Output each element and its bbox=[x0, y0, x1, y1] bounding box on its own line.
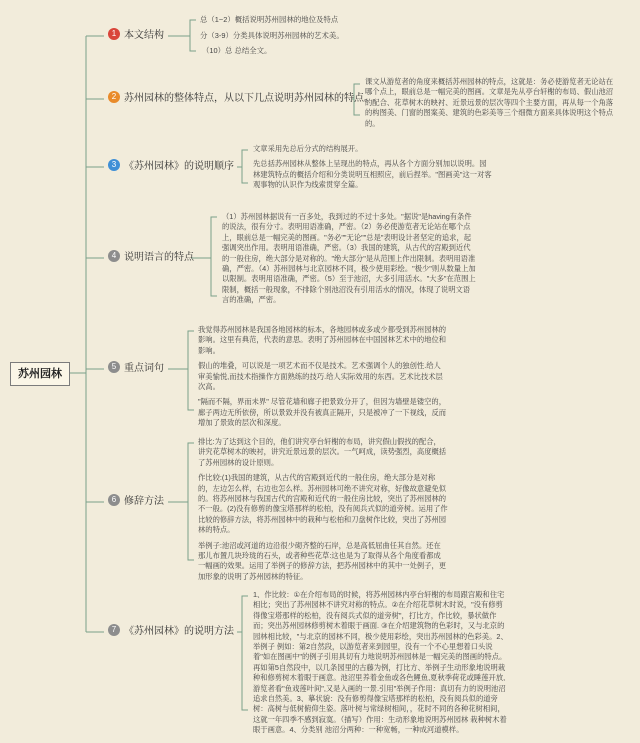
branch-4-paragraph: （1）苏州园林据说有一百多处，我到过的不过十多处。"据说"是having有条件的说法，很有分寸。表明用语准确，严密。（2）务必使游览者无论站在哪个点上，眼前总是一幅完美的图画。"务必""无论""总是"表明设计者坚定的追求，起强调突出作用。表明用语准确，严密。（3）我国的建筑，从古代的宫殿到近代的一般住房，绝大部分是对称的。"绝大部分"是从范围上作出限制。表明用语准确，严密。（4）苏州园林与北京园林不同，极少使用彩绘。"极少"则从数量上加以限制。表明用语准确，严密。（5）至于池沼，大多引用活水。"大多"在范围上限制，概括一般现象，不排除个别池沼没有引用活水的情况，体现了说明文语言的准确，严密。 bbox=[222, 212, 476, 305]
branch-3-paragraph-2: 先总括苏州园林从整体上呈现出的特点，再从各个方面分别加以说明。园林建筑特点的概括介绍和分类说明互相照应，前后捏举。"图画美"这一对客观事物的认识作为线索贯穿全篇。 bbox=[253, 159, 492, 190]
branch-5-paragraph-2: 假山的堆叠，可以说是一项艺术而不仅是技术。艺术强调个人的独创性.给人审美愉悦,而技术指操作方面熟练的技巧.给人实际效用的东西。艺术比技术层次高。 bbox=[198, 361, 443, 392]
branch-1-sub-3: （10）总 总结全文。 bbox=[202, 46, 272, 55]
branch-7-text bbox=[253, 590, 508, 736]
branch-6-paragraph-2: 作比较:(1)我国的建筑，从古代的宫殿到近代的一般住房，绝大部分是对称的，左边怎么样，右边也怎么样。苏州园林可绝不讲究对称，好像故意避免似的。将苏州园林与我国古代的宫殿和近代的一般住房比较，突出了苏州园林的不一般。(2)没有修剪的像宝塔那样的松柏，没有阅兵式似的道旁树。运用了作比较的修辞方法，将苏州园林中的栽种与松柏和刀盘树作比较，突出了苏州园林的特点。 bbox=[198, 473, 448, 535]
branch-6-paragraph-3: 举例子:池沼或河道的边沿很少砌齐整的石岸，总是高低屈曲任其自然。还在那儿布置几块玲珑的石头，或者种些花草:这也是为了取得从各个角度看都成一幅画的效果。运用了举例子的修辞方法，把苏州园林中的其中一处例子，更加形象的说明了苏州园林的特征。 bbox=[198, 540, 447, 581]
text-bracket-7 bbox=[242, 596, 248, 710]
root-node: 苏州园林 bbox=[10, 362, 70, 386]
text-bracket-1 bbox=[190, 20, 196, 51]
branch-6-label: 修辞方法 bbox=[124, 496, 164, 507]
branch-4-label: 说明语言的特点 bbox=[124, 252, 194, 263]
branch-5-paragraph-3: "隔而不隔，界而未界" 尽管花墙和廊子把景致分开了，但因为墙壁是镂空的，廊子两边无所依傍，所以景致并没有被真正隔开，只是被冲了一下视线，反而增加了景致的层次和深度。 bbox=[198, 397, 447, 428]
branch-2-paragraph: 课文从游览者的角度来概括苏州园林的特点，这就是：务必使游览者无论站在哪个点上，眼前总是一幅完美的图画。文章是先从亭台轩榭的布局、假山池沼的配合、花草树木的映衬、近景远景的层次等四个主要方面，再从每一个角落的构图美、门窗的图案美、建筑的色彩美等三个细微方面来具体说明这个特点的。 bbox=[365, 77, 614, 128]
branch-5-label: 重点词句 bbox=[124, 363, 164, 374]
branch-5 bbox=[108, 361, 164, 377]
branch-2 bbox=[108, 91, 374, 107]
badge-5: 5 bbox=[108, 361, 120, 373]
badge-7: 7 bbox=[108, 624, 120, 636]
badge-6: 6 bbox=[108, 494, 120, 506]
branch-6-paragraph-1: 排比:为了达到这个目的，他们讲究亭台轩榭的布局，讲究假山假找的配合，讲究花草树木的映衬，讲究近景远景的层次。一气呵成，读势强烈，高度概括了苏州园林的设计原则。 bbox=[198, 437, 447, 467]
branch-2-label: 苏州园林的整体特点，从以下几点说明苏州园林的特点。 bbox=[124, 93, 374, 104]
branch-4-text bbox=[222, 212, 477, 306]
branch-5-paragraph-1: 我觉得苏州园林是我国各地园林的标本，各地园林或多或少都受到苏州园林的影响。这里有典范，代表的意思。表明了苏州园林在中国园林艺术中的地位和影响。 bbox=[198, 325, 447, 355]
branch-5-text bbox=[198, 325, 448, 429]
branch-1-label: 本文结构 bbox=[124, 30, 164, 41]
branch-1 bbox=[108, 28, 164, 44]
branch-2-text bbox=[365, 77, 620, 129]
badge-3: 3 bbox=[108, 159, 120, 171]
branch-3-label: 《苏州园林》的说明顺序 bbox=[124, 161, 234, 172]
branch-6-text bbox=[198, 437, 448, 582]
badge-1: 1 bbox=[108, 28, 120, 40]
branch-1-sub-2: 分（3-9）分类具体说明苏州园林的艺术美。 bbox=[200, 31, 344, 40]
branch-3 bbox=[108, 159, 234, 175]
badge-4: 4 bbox=[108, 250, 120, 262]
text-bracket-4 bbox=[211, 217, 217, 296]
branch-7-paragraph: 1、作比较：①在介绍布局的时候，将苏州园林内亭台轩榭的布局跟宫殿和住宅相比；突出了苏州园林不讲究对称的特点。②在介绍花草树木时说，"没有修剪得像宝塔那样的松柏，没有阅兵式似的道旁树"，打比方，作比较，暴状做作而；突出苏州园林修剪树木着眼于画面. ③在介绍建筑物的色彩时，又与北京的园林相比较，"与北京的园林不同，极少使用彩绘，突出苏州园林的色彩美。2、举例子 例如：第2自然段，以游览者来到园里，没有一个不心里想着口头说着"如在图画中"的例子引用具切有力地说明苏州园林是一幅完美的图画的特点。再如第5自然段中，以几条园里的古藤为例，打比方、举例子生动形象地说明栽种和修剪树木着眼于画意。池沼里养着金鱼或各色鲤鱼,夏秋季荷花或睡莲开放,游览者看"鱼戏莲叶间",又是入画的一景.引用"举例子作用：真切有力的说明池沼追求自然美。3、摹状貌：没有修剪得像宝塔那样的松柏，没有阅兵似的道旁树：高树与低树俯仰生姿。落叶树与常绿树相间，，花时不同的各种花树相间，这就一年四季不感到寂寞。（描写）作用：生动形象地说明苏州园林 栽种树木着眼于画意。4、分类别 池沼分两种：一种宽畅，一种成河道模样。 bbox=[253, 590, 508, 735]
branch-3-text bbox=[253, 144, 493, 191]
branch-1-sub-1: 总（1~2）概括说明苏州园林的地位及特点 bbox=[200, 15, 339, 24]
branch-7-label: 《苏州园林》的说明方法 bbox=[124, 626, 234, 637]
badge-2: 2 bbox=[108, 91, 120, 103]
text-bracket-6 bbox=[188, 443, 194, 560]
text-bracket-5 bbox=[188, 331, 194, 410]
text-bracket-3 bbox=[242, 150, 248, 183]
branch-7 bbox=[108, 624, 234, 640]
branch-3-paragraph-1: 文章采用先总后分式的结构展开。 bbox=[253, 144, 363, 153]
branch-4 bbox=[108, 250, 194, 266]
branch-6 bbox=[108, 494, 164, 510]
